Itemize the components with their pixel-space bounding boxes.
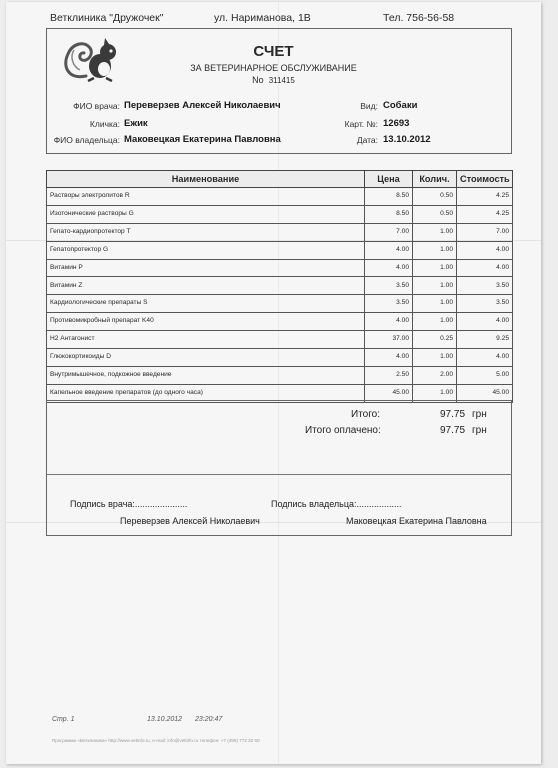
item-cost: 9.25	[457, 331, 513, 349]
item-name: Витамин P	[47, 259, 365, 277]
invoice-title: СЧЕТ	[253, 43, 294, 60]
item-price: 45.00	[365, 384, 413, 402]
table-row	[47, 241, 513, 259]
invoice-sheet	[6, 2, 541, 764]
table-row	[47, 313, 513, 331]
clinic-name: Ветклиника "Дружочек"	[50, 12, 164, 24]
date-label: Дата:	[356, 135, 378, 145]
item-price: 2.50	[365, 366, 413, 384]
invoice-number-label: No	[252, 75, 264, 85]
item-qty: 1.00	[413, 313, 457, 331]
item-qty: 0.25	[413, 331, 457, 349]
card-number: 12693	[383, 118, 410, 129]
item-price: 3.50	[365, 277, 413, 295]
item-name: Глюкокортикоиды D	[47, 349, 365, 367]
paid-value: 97.75	[440, 425, 466, 436]
page-number: Стр. 1	[52, 716, 75, 723]
column-header-price: Цена	[365, 171, 413, 188]
item-name: Противомикробный препарат K40	[47, 313, 365, 331]
item-cost: 4.25	[457, 205, 513, 223]
item-qty: 0.50	[413, 188, 457, 206]
total-currency: грн	[472, 409, 487, 420]
table-row	[47, 331, 513, 349]
pet-label: Кличка:	[89, 119, 120, 129]
item-cost: 5.00	[457, 366, 513, 384]
total-value: 97.75	[440, 409, 466, 420]
item-price: 37.00	[365, 331, 413, 349]
item-cost: 4.00	[457, 241, 513, 259]
column-header-name: Наименование	[47, 171, 365, 188]
item-name: Капельное введение препаратов (до одного часа)	[47, 384, 365, 402]
pet-name: Ежик	[124, 118, 148, 129]
item-name: Гепато-кардиопротектор T	[47, 223, 365, 241]
item-qty: 0.50	[413, 205, 457, 223]
item-price: 8.50	[365, 205, 413, 223]
doctor-label: ФИО врача:	[73, 101, 120, 111]
item-qty: 1.00	[413, 277, 457, 295]
table-body	[47, 188, 513, 403]
invoice-number: 311415	[268, 76, 295, 85]
owner-label: ФИО владельца:	[53, 135, 120, 145]
table-row	[47, 349, 513, 367]
table-row	[47, 366, 513, 384]
item-qty: 1.00	[413, 384, 457, 402]
table-row	[47, 295, 513, 313]
item-name: Гепатопротектор G	[47, 241, 365, 259]
item-cost: 3.50	[457, 295, 513, 313]
item-name: Внутримышечное, подкожное введение	[47, 366, 365, 384]
item-price: 4.00	[365, 349, 413, 367]
item-cost: 7.00	[457, 223, 513, 241]
services-table	[46, 170, 513, 403]
item-cost: 4.00	[457, 259, 513, 277]
paid-currency: грн	[472, 425, 487, 436]
table-row	[47, 188, 513, 206]
table-row	[47, 223, 513, 241]
species-value: Собаки	[383, 100, 418, 111]
item-price: 4.00	[365, 313, 413, 331]
item-cost: 3.50	[457, 277, 513, 295]
table-row	[47, 205, 513, 223]
software-fine-print: Программа «Ветклиника» http://www.vetinfo.ru, e-mail: info@vetinfo.ru телефон: +7 (495) 772 32 50	[52, 738, 260, 743]
item-qty: 1.00	[413, 349, 457, 367]
item-cost: 4.00	[457, 313, 513, 331]
item-qty: 2.00	[413, 366, 457, 384]
invoice-number-line	[6, 75, 541, 85]
divider	[46, 474, 512, 475]
item-price: 3.50	[365, 295, 413, 313]
table-row	[47, 277, 513, 295]
species-label: Вид:	[360, 101, 378, 111]
column-header-qty: Колич.	[413, 171, 457, 188]
item-name: Растворы электролитов R	[47, 188, 365, 206]
total-label: Итого:	[351, 409, 380, 420]
item-price: 8.50	[365, 188, 413, 206]
item-price: 4.00	[365, 241, 413, 259]
invoice-subtitle: ЗА ВЕТЕРИНАРНОЕ ОБСЛУЖИВАНИЕ	[190, 63, 357, 73]
invoice-date: 13.10.2012	[383, 134, 431, 145]
print-time: 23:20:47	[195, 716, 223, 723]
item-name: Кардиологические препараты S	[47, 295, 365, 313]
table-row	[47, 259, 513, 277]
item-name: Витамин Z	[47, 277, 365, 295]
doctor-signature-name: Переверзев Алексей Николаевич	[120, 516, 260, 526]
item-cost: 4.00	[457, 349, 513, 367]
item-name: H2 Антагонист	[47, 331, 365, 349]
item-cost: 4.25	[457, 188, 513, 206]
item-qty: 1.00	[413, 259, 457, 277]
item-qty: 1.00	[413, 241, 457, 259]
doctor-name: Переверзев Алексей Николаевич	[124, 100, 281, 111]
clinic-phone: Тел. 756-56-58	[383, 12, 455, 24]
doctor-signature-label: Подпись врача:.....................	[70, 499, 188, 509]
owner-signature-label: Подпись владельца:..................	[271, 499, 402, 509]
item-price: 4.00	[365, 259, 413, 277]
item-cost: 45.00	[457, 384, 513, 402]
card-label: Карт. №:	[344, 119, 378, 129]
item-qty: 1.00	[413, 223, 457, 241]
owner-name: Маковецкая Екатерина Павловна	[124, 134, 281, 145]
item-name: Изотонические растворы G	[47, 205, 365, 223]
owner-signature-name: Маковецкая Екатерина Павловна	[346, 516, 487, 526]
item-price: 7.00	[365, 223, 413, 241]
item-qty: 1.00	[413, 295, 457, 313]
clinic-address: ул. Нариманова, 1В	[214, 12, 311, 24]
table-header-row	[47, 171, 513, 188]
paid-label: Итого оплачено:	[305, 425, 381, 436]
print-date: 13.10.2012	[147, 716, 183, 723]
column-header-cost: Стоимость	[457, 171, 513, 188]
